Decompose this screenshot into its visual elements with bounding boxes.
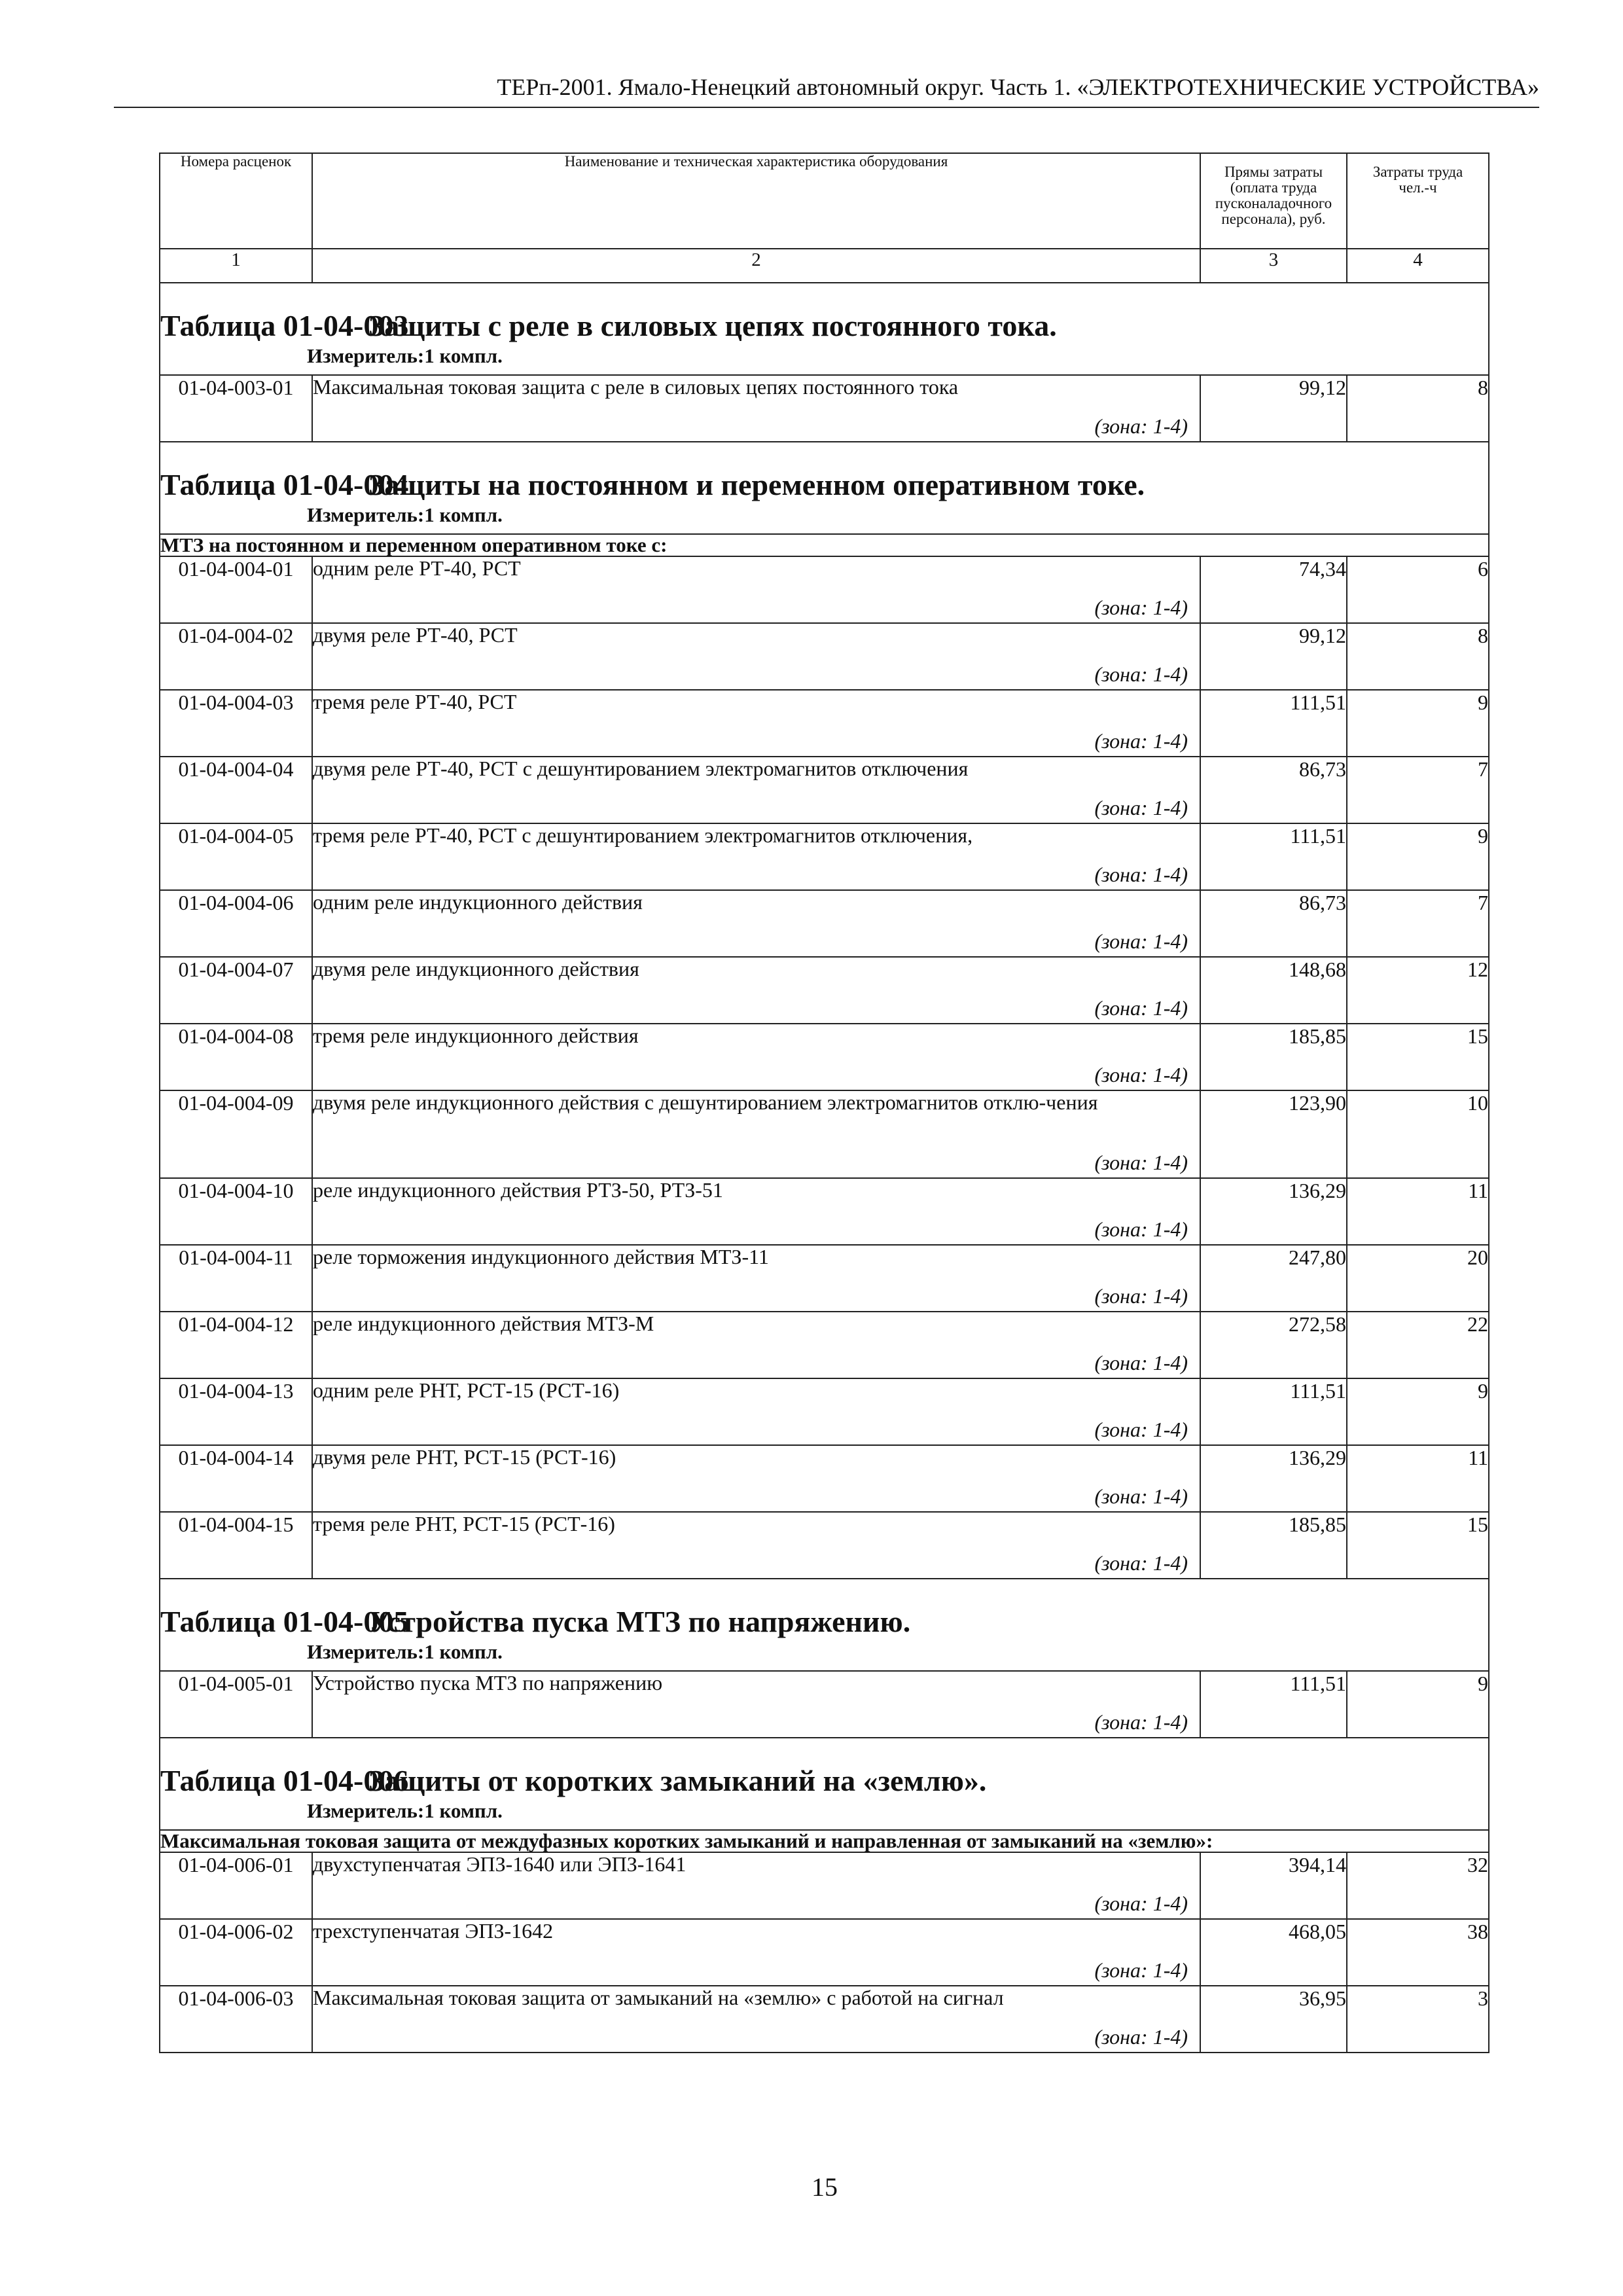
rate-code: 01-04-004-14 — [160, 1445, 312, 1512]
rate-code: 01-04-004-10 — [160, 1178, 312, 1245]
rate-code: 01-04-004-09 — [160, 1090, 312, 1178]
section-name: Защиты с реле в силовых цепях постоянного тока. — [368, 309, 1057, 342]
zone-label: (зона: 1-4) — [1094, 1151, 1188, 1174]
rate-code: 01-04-004-06 — [160, 890, 312, 957]
table-row — [160, 1245, 1489, 1312]
section-subheading: МТЗ на постоянном и переменном оперативном токе с: — [160, 534, 1489, 556]
rate-description — [312, 1852, 1200, 1919]
section-heading-row — [160, 1579, 1489, 1671]
rate-labor: 6 — [1347, 556, 1489, 623]
section-number: Таблица 01-04-005 — [160, 1605, 409, 1638]
zone-label: (зона: 1-4) — [1094, 729, 1188, 753]
header-rule — [114, 107, 1539, 108]
column-header-codes: Номера расценок — [160, 153, 312, 249]
table-row — [160, 823, 1489, 890]
rate-labor: 15 — [1347, 1512, 1489, 1579]
rate-direct-cost: 247,80 — [1200, 1245, 1347, 1312]
rate-code: 01-04-004-05 — [160, 823, 312, 890]
running-header: ТЕРп-2001. Ямало-Ненецкий автономный округ. Часть 1. «ЭЛЕКТРОТЕХНИЧЕСКИЕ УСТРОЙСТВА» — [497, 74, 1539, 100]
rate-labor: 11 — [1347, 1445, 1489, 1512]
rate-description — [312, 1090, 1200, 1178]
section-heading-row — [160, 442, 1489, 534]
rate-description — [312, 1445, 1200, 1512]
section-name: Защиты на постоянном и переменном оперативном токе. — [368, 468, 1145, 501]
rate-description — [312, 690, 1200, 757]
rate-direct-cost: 111,51 — [1200, 1671, 1347, 1738]
rate-direct-cost: 111,51 — [1200, 690, 1347, 757]
rate-description-text: двумя реле индукционного действия с дешунтированием электромагнитов отклю-чения — [313, 1090, 1098, 1114]
rate-description — [312, 1512, 1200, 1579]
rate-code: 01-04-004-04 — [160, 757, 312, 823]
rate-direct-cost: 148,68 — [1200, 957, 1347, 1024]
rate-description-text: двумя реле РТ-40, РСТ — [313, 623, 518, 647]
rate-code: 01-04-006-02 — [160, 1919, 312, 1986]
rate-labor: 7 — [1347, 757, 1489, 823]
rate-description-text: реле индукционного действия РТЗ-50, РТЗ-51 — [313, 1178, 723, 1202]
rate-description — [312, 1312, 1200, 1378]
zone-label: (зона: 1-4) — [1094, 1551, 1188, 1575]
rate-description-text: одним реле индукционного действия — [313, 890, 643, 914]
zone-label: (зона: 1-4) — [1094, 414, 1188, 438]
table-row — [160, 556, 1489, 623]
rate-direct-cost: 86,73 — [1200, 757, 1347, 823]
zone-label: (зона: 1-4) — [1094, 1958, 1188, 1982]
rate-description — [312, 1178, 1200, 1245]
column-number: 4 — [1347, 249, 1489, 283]
section-name: Защиты от коротких замыканий на «землю». — [368, 1764, 987, 1797]
table-row — [160, 1919, 1489, 1986]
table-row — [160, 957, 1489, 1024]
rate-description-text: тремя реле индукционного действия — [313, 1024, 639, 1047]
section-title — [160, 1765, 1488, 1797]
rate-labor: 3 — [1347, 1986, 1489, 2053]
section-number: Таблица 01-04-004 — [160, 468, 409, 501]
table-row — [160, 1312, 1489, 1378]
table-row — [160, 1090, 1489, 1178]
zone-label: (зона: 1-4) — [1094, 2025, 1188, 2049]
rate-description — [312, 375, 1200, 442]
table-row — [160, 1024, 1489, 1090]
table-row — [160, 1178, 1489, 1245]
rate-description-text: одним реле РНТ, РСТ-15 (РСТ-16) — [313, 1378, 620, 1402]
column-number: 1 — [160, 249, 312, 283]
rate-code: 01-04-004-08 — [160, 1024, 312, 1090]
table-row — [160, 1986, 1489, 2053]
section-subheading: Максимальная токовая защита от междуфазных коротких замыканий и направленная от замыканий на «землю»: — [160, 1830, 1489, 1852]
rate-description — [312, 623, 1200, 690]
section-heading — [160, 283, 1489, 375]
rate-description-text: тремя реле РТ-40, РСТ — [313, 690, 517, 713]
table-header-row — [160, 153, 1489, 249]
rate-labor: 8 — [1347, 623, 1489, 690]
table-row — [160, 1378, 1489, 1445]
table-row — [160, 757, 1489, 823]
column-header-labor — [1347, 153, 1489, 249]
zone-label: (зона: 1-4) — [1094, 996, 1188, 1020]
rate-labor: 9 — [1347, 823, 1489, 890]
zone-label: (зона: 1-4) — [1094, 662, 1188, 686]
rate-description-text: двумя реле РНТ, РСТ-15 (РСТ-16) — [313, 1445, 616, 1469]
section-title — [160, 469, 1488, 501]
rate-code: 01-04-004-15 — [160, 1512, 312, 1579]
rate-labor: 12 — [1347, 957, 1489, 1024]
rate-description-text: тремя реле РТ-40, РСТ с дешунтированием электромагнитов отключения, — [313, 823, 973, 847]
column-header-labor-line: чел.-ч — [1399, 179, 1437, 196]
rate-description — [312, 1919, 1200, 1986]
rate-code: 01-04-006-01 — [160, 1852, 312, 1919]
rate-direct-cost: 468,05 — [1200, 1919, 1347, 1986]
section-heading — [160, 1579, 1489, 1671]
page-number: 15 — [812, 2172, 838, 2202]
section-measure: Измеритель:1 компл. — [307, 344, 503, 367]
column-header-direct-costs-line: Прямы затраты — [1224, 164, 1323, 180]
rate-description-text: Максимальная токовая защита от замыканий на «землю» с работой на сигнал — [313, 1986, 1004, 2009]
rate-code: 01-04-006-03 — [160, 1986, 312, 2053]
rate-code: 01-04-004-01 — [160, 556, 312, 623]
rate-direct-cost: 111,51 — [1200, 823, 1347, 890]
column-header-direct-costs-line: пусконаладочного — [1215, 195, 1332, 211]
table-row — [160, 1671, 1489, 1738]
rate-code: 01-04-005-01 — [160, 1671, 312, 1738]
rate-labor: 7 — [1347, 890, 1489, 957]
rate-labor: 38 — [1347, 1919, 1489, 1986]
table-row — [160, 690, 1489, 757]
rate-direct-cost: 394,14 — [1200, 1852, 1347, 1919]
rate-description — [312, 1378, 1200, 1445]
column-header-direct-costs-line: персонала), руб. — [1221, 211, 1326, 227]
rate-labor: 9 — [1347, 1378, 1489, 1445]
column-header-direct-costs — [1200, 153, 1347, 249]
rate-description-text: двумя реле индукционного действия — [313, 957, 639, 980]
zone-label: (зона: 1-4) — [1094, 1892, 1188, 1915]
zone-label: (зона: 1-4) — [1094, 1710, 1188, 1734]
rate-labor: 22 — [1347, 1312, 1489, 1378]
rate-description — [312, 556, 1200, 623]
column-number: 3 — [1200, 249, 1347, 283]
section-title — [160, 310, 1488, 342]
section-heading-row — [160, 1738, 1489, 1830]
rate-labor: 32 — [1347, 1852, 1489, 1919]
zone-label: (зона: 1-4) — [1094, 796, 1188, 819]
rate-description — [312, 1671, 1200, 1738]
rate-description — [312, 757, 1200, 823]
rate-code: 01-04-004-07 — [160, 957, 312, 1024]
section-number: Таблица 01-04-006 — [160, 1764, 409, 1797]
rate-direct-cost: 74,34 — [1200, 556, 1347, 623]
rate-description-text: двухступенчатая ЭПЗ-1640 или ЭПЗ-1641 — [313, 1852, 687, 1876]
rate-description-text: Максимальная токовая защита с реле в силовых цепях постоянного тока — [313, 375, 959, 399]
zone-label: (зона: 1-4) — [1094, 863, 1188, 886]
rate-code: 01-04-004-11 — [160, 1245, 312, 1312]
rate-labor: 15 — [1347, 1024, 1489, 1090]
section-measure: Измеритель:1 компл. — [307, 1640, 503, 1663]
rate-direct-cost: 86,73 — [1200, 890, 1347, 957]
rate-labor: 8 — [1347, 375, 1489, 442]
rate-description — [312, 823, 1200, 890]
rate-labor: 10 — [1347, 1090, 1489, 1178]
rate-description — [312, 1245, 1200, 1312]
rate-code: 01-04-003-01 — [160, 375, 312, 442]
rate-labor: 9 — [1347, 1671, 1489, 1738]
rate-direct-cost: 136,29 — [1200, 1178, 1347, 1245]
zone-label: (зона: 1-4) — [1094, 1217, 1188, 1241]
zone-label: (зона: 1-4) — [1094, 1484, 1188, 1508]
rate-direct-cost: 111,51 — [1200, 1378, 1347, 1445]
rate-description — [312, 957, 1200, 1024]
column-number: 2 — [312, 249, 1200, 283]
table-row — [160, 1512, 1489, 1579]
section-number: Таблица 01-04-003 — [160, 309, 409, 342]
rate-direct-cost: 185,85 — [1200, 1512, 1347, 1579]
rate-direct-cost: 272,58 — [1200, 1312, 1347, 1378]
rate-direct-cost: 36,95 — [1200, 1986, 1347, 2053]
column-header-direct-costs-line: (оплата труда — [1230, 179, 1317, 196]
table-row — [160, 890, 1489, 957]
rate-code: 01-04-004-02 — [160, 623, 312, 690]
rate-code: 01-04-004-12 — [160, 1312, 312, 1378]
rate-description — [312, 1024, 1200, 1090]
table-row — [160, 375, 1489, 442]
zone-label: (зона: 1-4) — [1094, 929, 1188, 953]
rate-code: 01-04-004-03 — [160, 690, 312, 757]
zone-label: (зона: 1-4) — [1094, 1418, 1188, 1441]
section-heading — [160, 442, 1489, 534]
section-title — [160, 1605, 1488, 1638]
section-measure: Измеритель:1 компл. — [307, 503, 503, 526]
rate-description-text: реле индукционного действия МТЗ-М — [313, 1312, 654, 1335]
rate-description-text: Устройство пуска МТЗ по напряжению — [313, 1671, 663, 1695]
section-measure: Измеритель:1 компл. — [307, 1799, 503, 1822]
rate-description — [312, 890, 1200, 957]
rate-direct-cost: 99,12 — [1200, 375, 1347, 442]
rate-description-text: трехступенчатая ЭПЗ-1642 — [313, 1919, 554, 1943]
section-heading-row — [160, 283, 1489, 375]
rate-description — [312, 1986, 1200, 2053]
zone-label: (зона: 1-4) — [1094, 1351, 1188, 1374]
table-row — [160, 623, 1489, 690]
rate-direct-cost: 185,85 — [1200, 1024, 1347, 1090]
rate-description-text: тремя реле РНТ, РСТ-15 (РСТ-16) — [313, 1512, 615, 1535]
column-number-row — [160, 249, 1489, 283]
rate-code: 01-04-004-13 — [160, 1378, 312, 1445]
rates-table — [159, 152, 1489, 2053]
section-heading — [160, 1738, 1489, 1830]
table-row — [160, 1445, 1489, 1512]
rate-description-text: двумя реле РТ-40, РСТ с дешунтированием электромагнитов отключения — [313, 757, 969, 780]
rate-direct-cost: 136,29 — [1200, 1445, 1347, 1512]
rate-labor: 9 — [1347, 690, 1489, 757]
rate-direct-cost: 123,90 — [1200, 1090, 1347, 1178]
rate-description-text: одним реле РТ-40, РСТ — [313, 556, 521, 580]
section-name: Устройства пуска МТЗ по напряжению. — [368, 1605, 911, 1638]
rate-direct-cost: 99,12 — [1200, 623, 1347, 690]
column-header-labor-line: Затраты труда — [1372, 164, 1463, 180]
zone-label: (зона: 1-4) — [1094, 1063, 1188, 1086]
table-row — [160, 1852, 1489, 1919]
rate-labor: 11 — [1347, 1178, 1489, 1245]
column-header-description: Наименование и техническая характеристика оборудования — [312, 153, 1200, 249]
rate-labor: 20 — [1347, 1245, 1489, 1312]
zone-label: (зона: 1-4) — [1094, 1284, 1188, 1308]
subheading-row — [160, 1830, 1489, 1852]
zone-label: (зона: 1-4) — [1094, 596, 1188, 619]
rate-description-text: реле торможения индукционного действия МТЗ-11 — [313, 1245, 769, 1268]
subheading-row — [160, 534, 1489, 556]
